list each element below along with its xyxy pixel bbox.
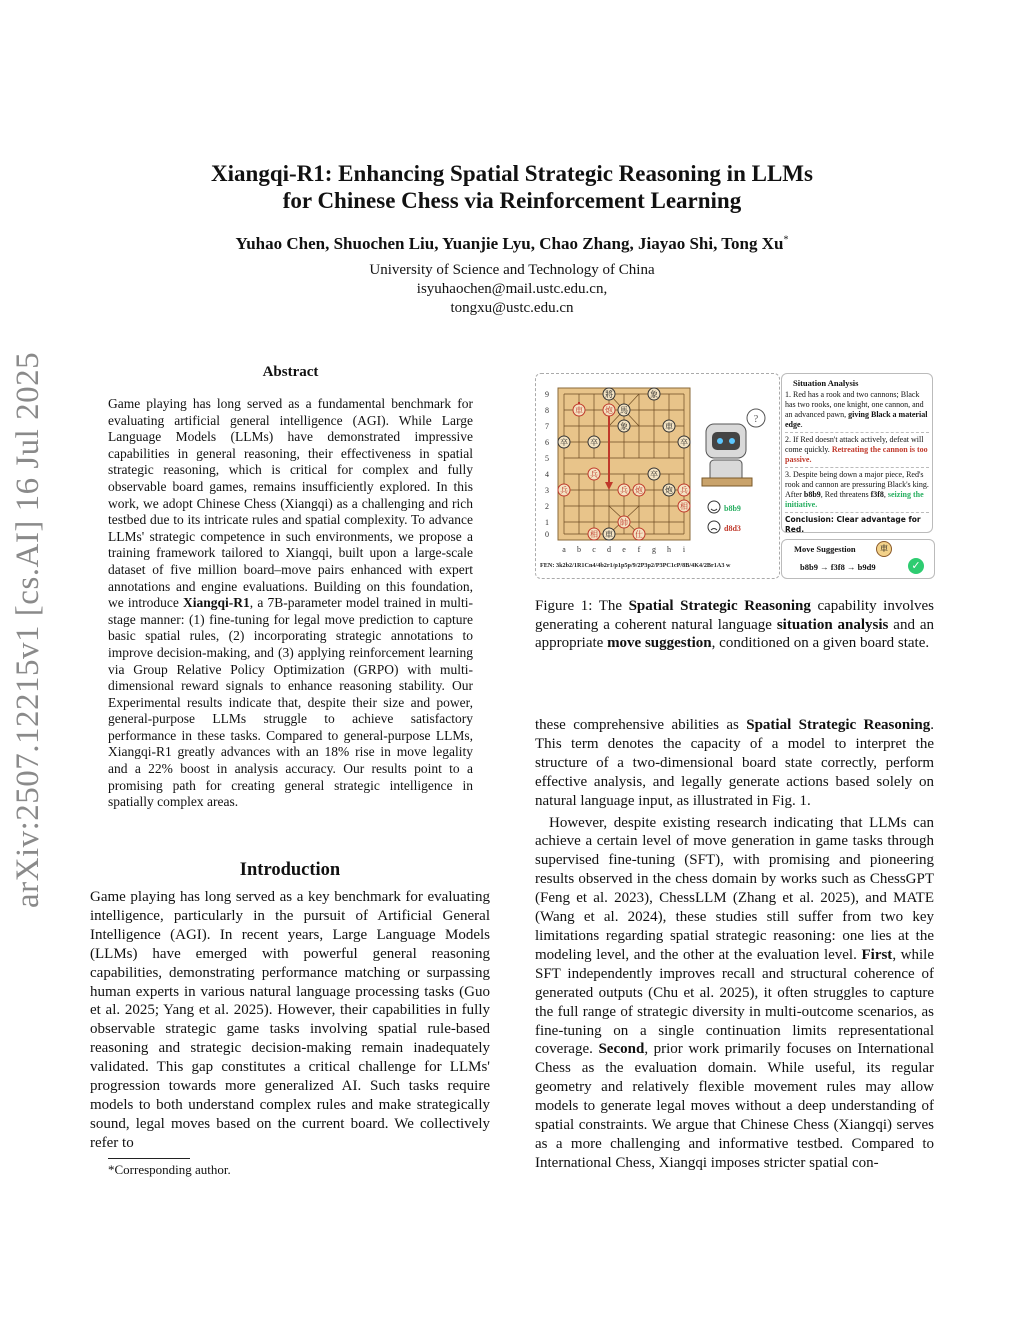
good-move: b8b9: [724, 504, 741, 513]
piece: [558, 436, 570, 448]
rank-labels: [545, 390, 549, 539]
piece: [588, 468, 600, 480]
intro-paragraph: Game playing has long served as a key benchmark for evaluating intelligence, particularly in the pursuit of Artificial General Intelligence (AGI). In recent years, Large Language Models (LLMs) have emerged with powerful general reasoning capabilities, demonstrating performance matching or surpassing human experts in various natural language processing tasks (Guo et al. 2025; Yang et al. 2025). However, their capabilities in fully observable strategic game tasks involving spatial rule-based reasoning and strategic decision-making remain inadequately validated. This gap constitutes a critical challenge for LLMs' progression towards more generalized AI. Such tasks require models to both understand complex rules and make strategically sound, legal moves based on the current board. We collectively refer to: [90, 889, 490, 1151]
piece: [588, 436, 600, 448]
board-panel: [535, 373, 780, 579]
piece: [573, 404, 585, 416]
piece: [648, 468, 660, 480]
rank-label: 5: [545, 454, 549, 463]
piece: [678, 484, 690, 496]
rank-label: 3: [545, 486, 549, 495]
affiliation: University of Science and Technology of China: [369, 262, 655, 278]
svg-text:兵: 兵: [590, 470, 598, 479]
piece: [633, 528, 645, 540]
footnote: *Corresponding author.: [108, 1162, 231, 1177]
abstract-part-2: , a 7B-parameter model trained in multi-stage manner: (1) fine-tuning for legal move prediction to capture basic spatial rules, (2) incorporating strategic annotations to improve decision-making, and (3) applying reinforcement learning via Group Relative Policy Optimization (GRPO) with multi-dimensional reward signals to enhance reasoning stability. Our Experimental results indicate that, despite their size and power, general-purpose LLMs struggle to achieve satisfactory performance in these tasks. Compared to general-purpose LLMs, Xiangqi-R1 greatly advances with an 18% rise in move legality and a 22% boost in analysis accuracy. Our results point to a promising path for creating general strategic intelligence in spatially complex areas.: [108, 595, 473, 810]
piece: [588, 528, 600, 540]
file-label: i: [682, 545, 686, 554]
svg-text:車: 車: [605, 530, 613, 539]
svg-text:象: 象: [620, 422, 628, 431]
situation-analysis-panel: [781, 373, 933, 533]
piece: [603, 404, 615, 416]
abstract-part-1: Game playing has long served as a fundamental benchmark for evaluating artificial general intelligence (AGI). While Large Language Models (LLMs) have demonstrated impressive capabilities in general reasoning, their effectiveness in spatial strategic reasoning, which is critical for complex and fully observable board games, remains insufficiently explored. In this work, we adopt Chinese Chess (Xiangqi) as a challenging and rich testbed due to its intricate rules and spatial complexity. To advance LLMs' strategic competence in such environments, we propose a training framework tailored to Xiangqi, built upon a large-scale dataset of five million board–move pairs enhanced with expert annotations and engine evaluations. Building on this foundation, we introduce: [108, 396, 473, 611]
file-label: b: [577, 545, 581, 554]
abstract-text: [108, 396, 473, 811]
figure-caption: Figure 1: The Spatial Strategic Reasoning capability involves generating a coherent natural language situation analysis and an appropriate move suggestion, conditioned on a given board state.: [535, 598, 934, 651]
rank-label: 8: [545, 406, 549, 415]
figure-1: [535, 373, 935, 583]
rank-label: 7: [545, 422, 549, 431]
arxiv-stamp: arXiv:2507.12215v1 [cs.AI] 16 Jul 2025: [10, 351, 46, 908]
move-suggestion-title: Move Suggestion: [794, 544, 856, 554]
abstract-heading: Abstract: [262, 364, 319, 380]
introduction-heading: Introduction: [239, 860, 341, 880]
svg-text:象: 象: [650, 390, 658, 399]
svg-text:帥: 帥: [620, 518, 628, 527]
svg-text:炮: 炮: [605, 406, 613, 415]
svg-text:卒: 卒: [590, 438, 598, 447]
rank-label: 2: [545, 502, 549, 511]
right-paragraph-2: However, despite existing research indicating that LLMs can achieve a certain level of move generation in game tasks through supervised fine-tuning (SFT), with promising and pioneering results observed in the chess domain by works such as ChessGPT (Feng et al. 2023), ChessLLM (Zhang et al. 2025), and MATE (Wang et al. 2024), these studies still suffer from two key limitations regarding spatial strategic reasoning: one lies at the modeling level, and the other at the evaluation level. First, while SFT independently improves recall and structural coherence of generated outputs (Chu et al. 2025), it often struggles to capture the full range of strategic diversity in multi-outcome scenarios, as fine-tuning on a single continuation limits representational coverage. Second, prior work primarily focuses on International Chess as the evaluation domain. While useful, its regular geometry and relatively flexible movement rules may allow models to generate legal moves without a deep understanding of spatial constraints. We argue that Chinese Chess (Xiangqi) serves as a more challenging and informative testbed. Compared to International Chess, Xiangqi imposes stricter spatial con-: [535, 814, 935, 1171]
piece: [618, 516, 630, 528]
title-line-1: Xiangqi-R1: Enhancing Spatial Strategic Reasoning in LLMs: [211, 161, 813, 186]
piece: [678, 436, 690, 448]
xiangqi-board: [536, 374, 779, 578]
svg-text:仕: 仕: [635, 530, 643, 539]
abstract-model-name: Xiangqi-R1: [183, 595, 250, 611]
authors: [110, 234, 914, 254]
piece: [603, 528, 615, 540]
svg-text:馬: 馬: [620, 406, 628, 415]
svg-text:卒: 卒: [560, 438, 568, 447]
piece: [558, 484, 570, 496]
email-1[interactable]: isyuhaochen@mail.ustc.edu.cn,: [416, 281, 608, 297]
piece: [618, 484, 630, 496]
rank-label: 0: [545, 530, 549, 539]
robot-icon: [702, 409, 765, 486]
file-labels: [562, 545, 686, 554]
analysis-conclusion: Conclusion: Clear advantage for Red.: [785, 515, 921, 534]
file-label: g: [652, 545, 656, 554]
file-label: c: [592, 545, 596, 554]
rank-label: 4: [545, 470, 549, 479]
svg-text:卒: 卒: [650, 470, 658, 479]
svg-text:兵: 兵: [560, 486, 568, 495]
rank-label: 1: [545, 518, 549, 527]
author-names: Yuhao Chen, Shuochen Liu, Yuanjie Lyu, Chao Zhang, Jiayao Shi, Tong Xu: [235, 234, 784, 253]
piece: [663, 420, 675, 432]
svg-text:兵: 兵: [680, 486, 688, 495]
svg-text:卒: 卒: [680, 438, 688, 447]
file-label: f: [637, 545, 641, 554]
situation-analysis-title: Situation Analysis: [793, 378, 859, 388]
svg-text:車: 車: [575, 406, 583, 415]
email-2[interactable]: tongxu@ustc.edu.cn: [450, 300, 574, 316]
rank-label: 9: [545, 390, 549, 399]
piece: [618, 420, 630, 432]
right-paragraph-1: these comprehensive abilities as Spatial Strategic Reasoning. This term denotes the capacity of a model to interpret the structure of a two-dimensional board state correctly, perform effective analysis, and legally generate actions based solely on natural language input, as illustrated in Fig. 1.: [535, 717, 934, 809]
svg-text:兵: 兵: [620, 486, 628, 495]
svg-text:將: 將: [605, 390, 613, 399]
bad-move: d8d3: [724, 524, 741, 533]
piece: [603, 388, 615, 400]
piece: [648, 388, 660, 400]
check-icon: ✓: [908, 558, 924, 574]
rank-label: 6: [545, 438, 549, 447]
svg-text:相: 相: [680, 502, 688, 511]
analysis-point-1: 1. Red has a rook and two cannons; Black has two rooks, one knight, one cannon, and an advanced pawn, giving Black a material edge.: [785, 388, 929, 433]
svg-text:車: 車: [665, 422, 673, 431]
svg-text:炮: 炮: [635, 486, 643, 495]
intro-left-column: [90, 888, 490, 1153]
svg-text:相: 相: [590, 530, 598, 539]
right-column: [535, 716, 934, 1173]
rook-piece-icon: 車: [876, 541, 892, 557]
svg-text:炮: 炮: [665, 486, 673, 495]
title-line-2: for Chinese Chess via Reinforcement Learning: [282, 188, 742, 213]
piece: [618, 404, 630, 416]
fen-string: FEN: 3k2b2/1R1Cn4/4b2r1/p1p5p/9/2P3p2/P3PC1cP/8B/4K4/2Br1A3 w: [540, 562, 731, 569]
good-move-indicator: [708, 501, 741, 513]
move-sequence: b8b9 → f3f8 → b9d9: [800, 562, 876, 572]
svg-text:?: ?: [753, 414, 759, 425]
footnote-rule: [108, 1158, 190, 1159]
file-label: h: [667, 545, 671, 554]
author-mark: *: [783, 234, 789, 246]
piece: [678, 500, 690, 512]
affiliation-block: [110, 261, 914, 318]
move-suggestion-panel: [781, 539, 935, 579]
file-label: e: [622, 545, 626, 554]
file-label: d: [607, 545, 611, 554]
analysis-point-2: 2. If Red doesn't attack actively, defeat will come quickly. Retreating the cannon is too passive.: [785, 433, 929, 468]
analysis-point-3: 3. Despite being down a major piece, Red's rook and cannon are pressuring Black's king. After b8b9, Red threatens f3f8, seizing the initiative.: [785, 468, 929, 513]
file-label: a: [562, 545, 566, 554]
piece: [633, 484, 645, 496]
paper-title: [110, 160, 914, 214]
piece: [663, 484, 675, 496]
bad-move-indicator: [708, 521, 741, 533]
